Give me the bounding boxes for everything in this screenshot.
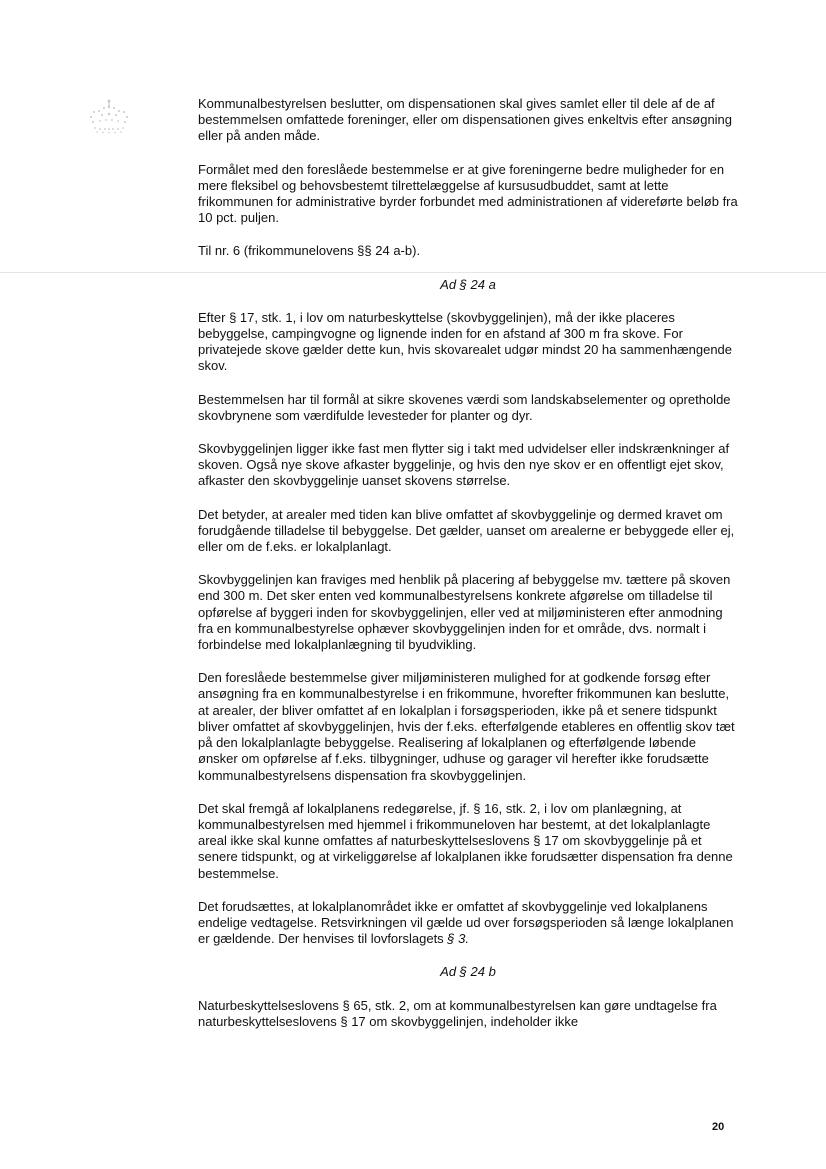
paragraph-text: Det forudsættes, at lokalplanområdet ikke er omfattet af skovbyggelinje ved lokalplanens endelige vedtagelse. Retsvirkningen vil gælde ud over forsøgsperioden så længe lokalplanen er gældende. Der henvises til lovforslagets — [198, 898, 734, 947]
royal-crown-icon — [86, 98, 132, 134]
paragraph: Efter § 17, stk. 1, i lov om naturbeskyttelse (skovbyggelinjen), må der ikke placeres bebyggelse, campingvogne og lignende inden for en afstand af 300 m fra skove. For privatejede skove gælder dette kun, hvis skovarealet udgør mindst 20 ha sammenhængende skov. — [198, 309, 733, 374]
paragraph: Formålet med den foreslåede bestemmelse er at give foreningerne bedre muligheder for en mere fleksibel og behovsbestemt tilrettelæggelse af kursusudbuddet, samt at lette frikommunen for administrative byrder forbundet med administrationen af videreførte beløb fra 10 pct. puljen. — [198, 161, 738, 226]
paragraph: Bestemmelsen har til formål at sikre skovenes værdi som landskabselementer og opretholde skovbrynene som værdifulde levesteder for planter og dyr. — [198, 391, 731, 423]
paragraph: Skovbyggelinjen ligger ikke fast men flytter sig i takt med udvidelser eller indskrænkninger af skoven. Også nye skove afkaster byggelinje, og hvis den nye skov er en offentligt ejet skov, afkaster den skovbyggelinje uanset skovens størrelse. — [198, 441, 730, 489]
paragraph: Skovbyggelinjen kan fraviges med henblik på placering af bebyggelse mv. tættere på skoven end 300 m. Det sker enten ved kommunalbestyrelsens konkrete afgørelse om tilladelse til opførelse af byggeri inden for skovbyggelinjen, eller ved at miljøministeren efter anmodning fra en kommunalbestyrelse ophæver skovbyggelinjen inden for et område, dvs. normalt i forbindelse med lokalplanlægning til byudvikling. — [198, 572, 731, 653]
document-body — [198, 96, 738, 1047]
page-number: 20 — [712, 1121, 725, 1133]
paragraph: Det skal fremgå af lokalplanens redegørelse, jf. § 16, stk. 2, i lov om planlægning, at kommunalbestyrelsen med hjemmel i frikommuneloven har bestemt, at det lokalplanlagte areal ikke skal kunne omfattes af naturbeskyttelseslovens § 17 om skovbyggelinje på et senere tidspunkt, og at virkeliggørelse af lokalplanen ikke forudsætter dispensation fra denne bestemmelse. — [198, 800, 733, 881]
paragraph: Kommunalbestyrelsen beslutter, om dispensationen skal gives samlet eller til dele af de af bestemmelsen omfattede foreninger, eller om dispensationen gives enkeltvis efter ansøgning eller på anden måde. — [198, 96, 733, 144]
paragraph: Til nr. 6 (frikommunelovens §§ 24 a-b). — [198, 243, 421, 259]
paragraph — [198, 899, 738, 948]
paragraph: Naturbeskyttelseslovens § 65, stk. 2, om at kommunalbestyrelsen kan gøre undtagelse fra naturbeskyttelseslovens § 17 om skovbyggelinjen, indeholder ikke — [198, 997, 717, 1029]
paragraph: Den foreslåede bestemmelse giver miljøministeren mulighed for at godkende forsøg efter ansøgning fra en kommunalbestyrelse i en frikommune, hvorefter frikommunen kan beslutte, at arealer, der bliver omfattet af en lokalplan i forsøgsperioden, ikke på et senere tidspunkt bliver omfattet af skovbyggelinjen, hvis der f.eks. efterfølgende etableres en offentlig skov tæt på den lokalplanlagte bebyggelse. Realisering af lokalplanen og efterfølgende løbende ønsker om opførelse af f.eks. tilbygninger, udhuse og garager vil herefter ikke forudsætte kommunalbestyrelsens dispensation fra skovbyggelinjen. — [198, 670, 735, 783]
section-heading-24b: Ad § 24 b — [440, 964, 496, 980]
law-reference: § 3. — [447, 931, 469, 947]
section-heading-24a: Ad § 24 a — [440, 276, 496, 292]
paragraph: Det betyder, at arealer med tiden kan blive omfattet af skovbyggelinje og dermed kravet om forudgående tilladelse til bebyggelse. Det gælder, uanset om arealerne er bebyggede eller ej, eller om de f.eks. er lokalplanlagt. — [198, 506, 735, 555]
